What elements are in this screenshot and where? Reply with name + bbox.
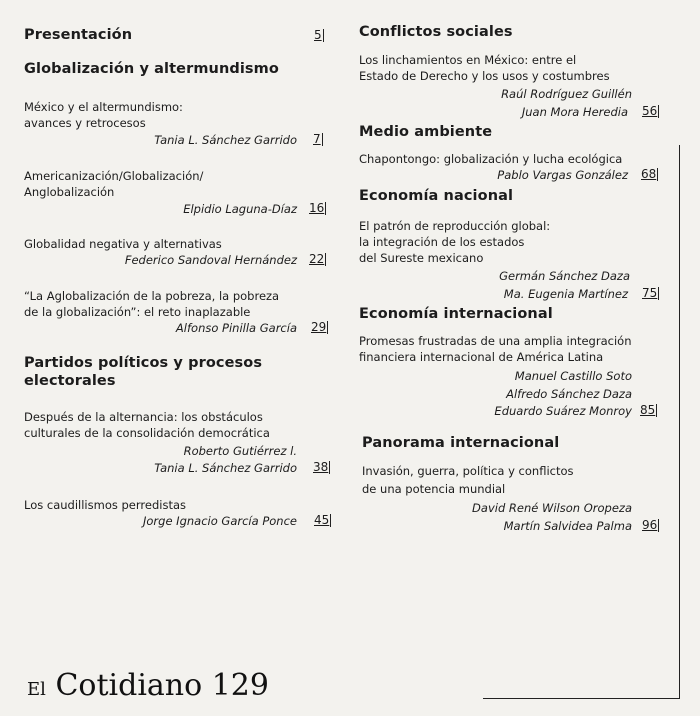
article-title: Después de la alternancia: los obstáculos [24, 410, 263, 424]
page-number: 5 [314, 28, 322, 42]
section-heading-globalizacion: Globalización y altermundismo [24, 61, 279, 77]
masthead-title: Cotidiano 129 [55, 668, 269, 703]
page-number: 75 [642, 286, 658, 300]
article-author: Tania L. Sánchez Garrido [154, 461, 297, 475]
article-title: Americanización/Globalización/ [24, 169, 204, 183]
page-number: 45 [314, 513, 330, 527]
article-title: Estado de Derecho y los usos y costumbres [359, 69, 610, 83]
section-heading-presentacion: Presentación [24, 27, 133, 43]
page-number: 85 [640, 403, 656, 417]
article-title: avances y retrocesos [24, 116, 146, 130]
article-title: Chapontongo: globalización y lucha ecológica [359, 152, 623, 166]
section-heading-panorama-internacional: Panorama internacional [362, 435, 560, 451]
section-heading-partidos: Partidos políticos y procesos [24, 355, 263, 371]
article-author: Eduardo Suárez Monroy [494, 404, 632, 418]
article-author: Jorge Ignacio García Ponce [143, 514, 297, 528]
page-number: 68 [641, 167, 657, 181]
article-title: Los caudillismos perredistas [24, 498, 186, 512]
page-number: 7 [313, 132, 321, 146]
article-title: El patrón de reproducción global: [359, 219, 551, 233]
section-heading-economia-internacional: Economía internacional [359, 306, 553, 322]
article-author: Raúl Rodríguez Guillén [501, 87, 632, 101]
article-title: de la globalización”: el reto inaplazable [24, 305, 251, 319]
article-author: Alfonso Pinilla García [175, 321, 297, 335]
article-author: Martín Salvidea Palma [503, 519, 632, 533]
article-title: México y el altermundismo: [24, 100, 183, 114]
article-author: Tania L. Sánchez Garrido [154, 133, 297, 147]
article-author: Roberto Gutiérrez l. [183, 444, 297, 458]
page-number: 56 [642, 104, 658, 118]
article-title: Invasión, guerra, política y conflictos [362, 464, 574, 478]
page-number: 16 [309, 201, 325, 215]
article-author: Pablo Vargas González [497, 168, 628, 182]
article-author: Germán Sánchez Daza [499, 269, 630, 283]
masthead [27, 668, 269, 708]
page-number: 29 [311, 320, 327, 334]
article-title: Los linchamientos en México: entre el [359, 53, 577, 67]
article-author: Juan Mora Heredia [521, 105, 628, 119]
article-title: Promesas frustradas de una amplia integración [359, 334, 632, 348]
article-author: Alfredo Sánchez Daza [506, 387, 632, 401]
article-title: culturales de la consolidación democrática [24, 426, 270, 440]
article-title: Anglobalización [24, 185, 115, 199]
article-author: Ma. Eugenia Martínez [503, 287, 628, 301]
page-number: 38 [313, 460, 329, 474]
article-author: David René Wilson Oropeza [472, 501, 632, 515]
article-title: financiera internacional de América Latina [359, 350, 604, 364]
section-heading-economia-nacional: Economía nacional [359, 188, 514, 204]
article-title: del Sureste mexicano [359, 251, 484, 265]
article-title: de una potencia mundial [362, 482, 506, 496]
page-number: 22 [309, 252, 325, 266]
section-heading-medio-ambiente: Medio ambiente [359, 124, 493, 140]
section-heading-conflictos: Conflictos sociales [359, 24, 513, 40]
article-author: Manuel Castillo Soto [514, 369, 632, 383]
section-heading-partidos-line2: electorales [24, 373, 116, 389]
article-title: “La Aglobalización de la pobreza, la pobreza [24, 289, 280, 303]
article-title: la integración de los estados [359, 235, 525, 249]
article-title: Globalidad negativa y alternativas [24, 237, 222, 251]
article-author: Federico Sandoval Hernández [124, 253, 297, 267]
page-number: 96 [642, 518, 658, 532]
article-author: Elpidio Laguna-Díaz [183, 202, 297, 216]
masthead-el: El [27, 679, 46, 700]
frame-vertical-rule [679, 145, 680, 699]
frame-horizontal-rule [483, 698, 680, 699]
